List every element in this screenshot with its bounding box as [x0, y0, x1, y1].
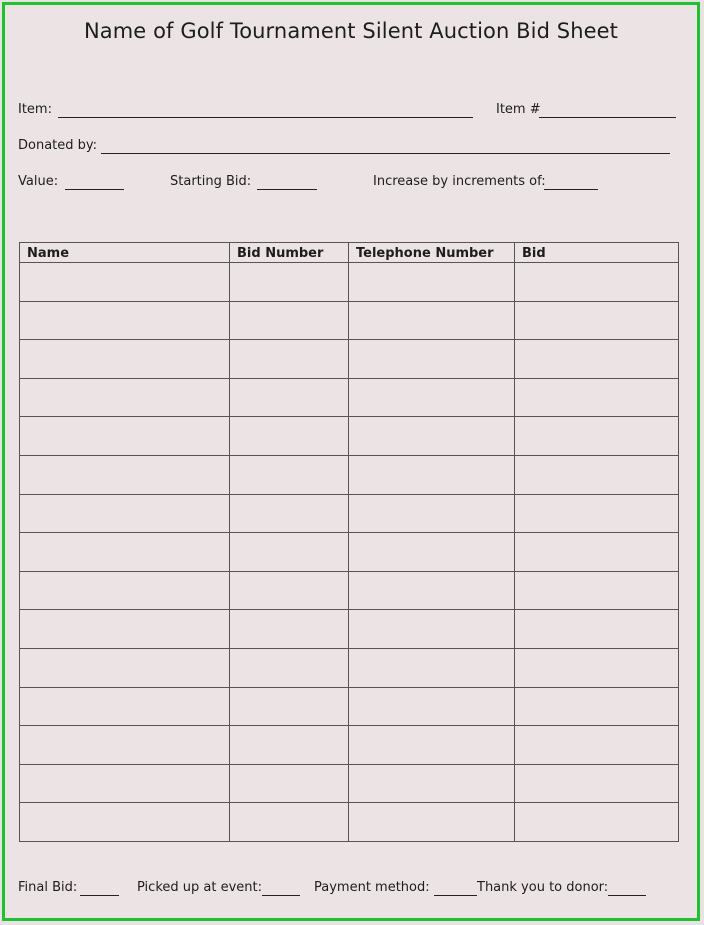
picked-up-label: Picked up at event:	[137, 880, 262, 895]
table-row	[20, 378, 679, 417]
cell-telephone[interactable]	[349, 726, 515, 765]
bid-table-header-row	[20, 243, 679, 263]
cell-bid-number[interactable]	[230, 571, 349, 610]
cell-name[interactable]	[20, 340, 230, 379]
cell-name[interactable]	[20, 764, 230, 803]
cell-bid[interactable]	[515, 417, 679, 456]
cell-bid-number[interactable]	[230, 455, 349, 494]
column-header-telephone: Telephone Number	[349, 243, 515, 263]
table-row	[20, 301, 679, 340]
table-row	[20, 533, 679, 572]
cell-name[interactable]	[20, 494, 230, 533]
cell-telephone[interactable]	[349, 340, 515, 379]
cell-name[interactable]	[20, 417, 230, 456]
column-header-name: Name	[20, 243, 230, 263]
cell-bid[interactable]	[515, 494, 679, 533]
table-row	[20, 455, 679, 494]
cell-bid[interactable]	[515, 571, 679, 610]
value-blank[interactable]	[65, 189, 124, 190]
donated-by-blank[interactable]	[101, 153, 670, 154]
cell-bid[interactable]	[515, 803, 679, 842]
item-blank[interactable]	[58, 117, 473, 118]
table-row	[20, 648, 679, 687]
cell-name[interactable]	[20, 610, 230, 649]
cell-name[interactable]	[20, 571, 230, 610]
column-header-bid-number: Bid Number	[230, 243, 349, 263]
increments-blank[interactable]	[544, 189, 598, 190]
table-row	[20, 803, 679, 842]
item-number-label: Item #	[496, 102, 541, 117]
sheet-title: Name of Golf Tournament Silent Auction Bid Sheet	[83, 19, 619, 43]
cell-bid[interactable]	[515, 533, 679, 572]
cell-name[interactable]	[20, 301, 230, 340]
cell-bid-number[interactable]	[230, 610, 349, 649]
cell-telephone[interactable]	[349, 610, 515, 649]
cell-telephone[interactable]	[349, 533, 515, 572]
thank-you-label: Thank you to donor:	[477, 880, 609, 895]
table-row	[20, 726, 679, 765]
bid-table-body	[20, 263, 679, 842]
value-label: Value:	[18, 174, 59, 189]
starting-bid-label: Starting Bid:	[170, 174, 252, 189]
thank-you-blank[interactable]	[608, 895, 646, 896]
table-row	[20, 494, 679, 533]
item-number-blank[interactable]	[539, 117, 676, 118]
increments-label: Increase by increments of:	[373, 174, 546, 189]
picked-up-blank[interactable]	[262, 895, 300, 896]
cell-telephone[interactable]	[349, 803, 515, 842]
cell-bid-number[interactable]	[230, 687, 349, 726]
cell-bid[interactable]	[515, 726, 679, 765]
cell-name[interactable]	[20, 263, 230, 302]
cell-name[interactable]	[20, 726, 230, 765]
cell-telephone[interactable]	[349, 764, 515, 803]
table-row	[20, 340, 679, 379]
final-bid-blank[interactable]	[80, 895, 119, 896]
cell-bid[interactable]	[515, 301, 679, 340]
column-header-bid: Bid	[515, 243, 679, 263]
payment-method-label: Payment method:	[314, 880, 430, 895]
cell-bid[interactable]	[515, 340, 679, 379]
cell-bid[interactable]	[515, 764, 679, 803]
cell-bid-number[interactable]	[230, 301, 349, 340]
cell-bid-number[interactable]	[230, 803, 349, 842]
cell-bid-number[interactable]	[230, 340, 349, 379]
bid-table	[19, 242, 679, 842]
cell-bid[interactable]	[515, 378, 679, 417]
cell-telephone[interactable]	[349, 687, 515, 726]
cell-name[interactable]	[20, 378, 230, 417]
cell-bid[interactable]	[515, 455, 679, 494]
cell-bid-number[interactable]	[230, 378, 349, 417]
table-row	[20, 687, 679, 726]
donated-by-label: Donated by:	[18, 138, 98, 153]
table-row	[20, 571, 679, 610]
table-row	[20, 610, 679, 649]
final-bid-label: Final Bid:	[18, 880, 78, 895]
cell-name[interactable]	[20, 533, 230, 572]
table-row	[20, 764, 679, 803]
cell-bid-number[interactable]	[230, 726, 349, 765]
payment-method-blank[interactable]	[434, 895, 477, 896]
cell-name[interactable]	[20, 687, 230, 726]
item-label: Item:	[18, 102, 52, 117]
cell-telephone[interactable]	[349, 417, 515, 456]
cell-bid-number[interactable]	[230, 764, 349, 803]
cell-bid[interactable]	[515, 648, 679, 687]
cell-bid-number[interactable]	[230, 533, 349, 572]
cell-telephone[interactable]	[349, 301, 515, 340]
cell-bid-number[interactable]	[230, 494, 349, 533]
starting-bid-blank[interactable]	[257, 189, 317, 190]
cell-bid-number[interactable]	[230, 263, 349, 302]
cell-bid[interactable]	[515, 263, 679, 302]
cell-bid-number[interactable]	[230, 648, 349, 687]
table-row	[20, 417, 679, 456]
cell-telephone[interactable]	[349, 571, 515, 610]
cell-bid[interactable]	[515, 610, 679, 649]
cell-name[interactable]	[20, 803, 230, 842]
cell-telephone[interactable]	[349, 455, 515, 494]
cell-telephone[interactable]	[349, 378, 515, 417]
cell-name[interactable]	[20, 455, 230, 494]
cell-telephone[interactable]	[349, 648, 515, 687]
cell-telephone[interactable]	[349, 494, 515, 533]
bid-sheet-page	[2, 2, 700, 921]
cell-name[interactable]	[20, 648, 230, 687]
cell-bid-number[interactable]	[230, 417, 349, 456]
cell-bid[interactable]	[515, 687, 679, 726]
table-row	[20, 263, 679, 302]
cell-telephone[interactable]	[349, 263, 515, 302]
